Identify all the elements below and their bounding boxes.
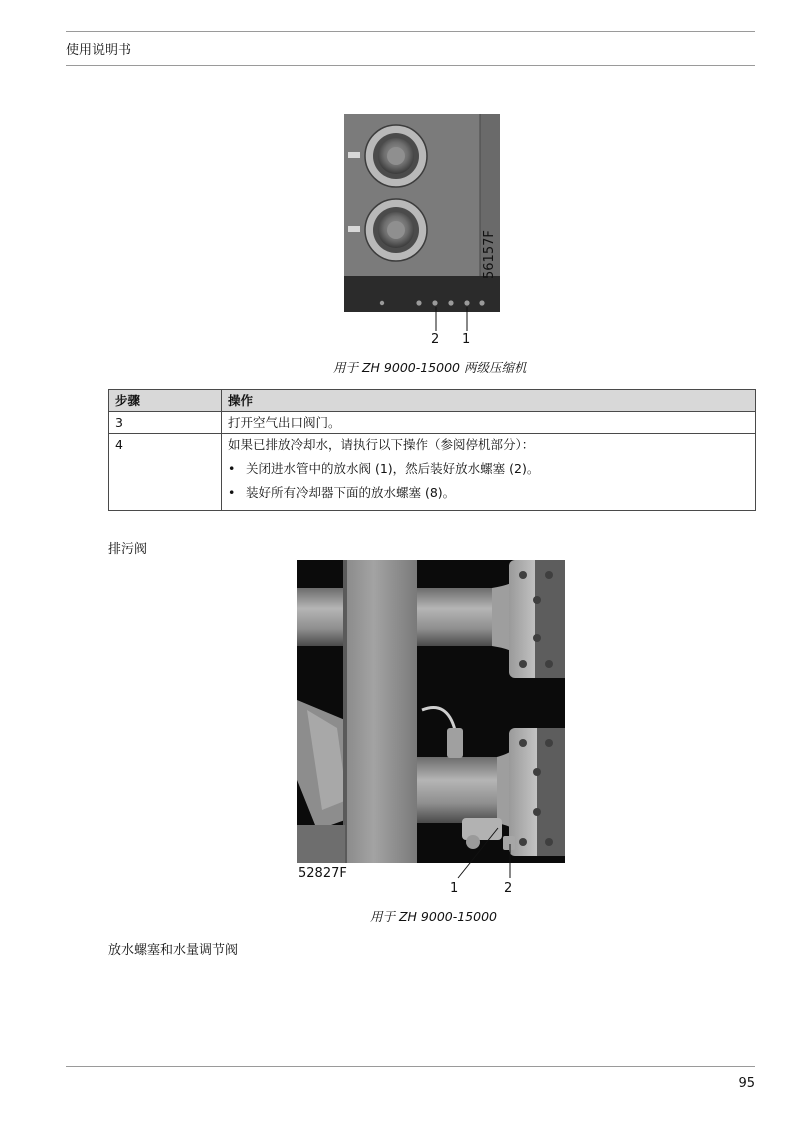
bullet-item: • 装好所有冷却器下面的放水螺塞 (8)。: [228, 484, 749, 501]
section-heading-drain-plug: 放水螺塞和水量调节阀: [108, 943, 239, 958]
document-title: 使用说明书: [66, 43, 132, 58]
figure2-callout-2: 2: [504, 881, 513, 896]
figure1-code: 56157F: [482, 230, 497, 279]
bullet-item: • 关闭进水管中的放水阀 (1)，然后装好放水螺塞 (2)。: [228, 460, 749, 477]
compressor-panel-photo: [344, 114, 500, 312]
sensor: [447, 728, 463, 758]
lower-gauge: [365, 199, 427, 261]
table-row: [109, 412, 756, 434]
figure2-caption: 用于 ZH 9000-15000: [370, 909, 497, 924]
table-header-row: [109, 390, 756, 412]
step-number: 4: [109, 434, 222, 511]
vertical-support-post: [345, 560, 417, 863]
step-action: 如果已排放冷却水，请执行以下操作（参阅停机部分）：: [228, 437, 535, 452]
step-action-cell: [222, 434, 756, 511]
figure2-code: 52827F: [298, 866, 347, 881]
page-number: 95: [738, 1076, 755, 1091]
step-number: 3: [109, 412, 222, 434]
section-heading-drain-valve: 排污阀: [108, 542, 148, 557]
header-top-rule: [66, 31, 755, 32]
footer-rule: [66, 1066, 755, 1067]
drain-valve-photo: [297, 560, 565, 863]
figure1-callout-2: 2: [431, 332, 440, 347]
header-bottom-rule: [66, 65, 755, 66]
upper-gauge: [365, 125, 427, 187]
figure1-leader-lines: [428, 307, 478, 333]
header-action: 操作: [222, 390, 756, 412]
figure2-leader-lines: [440, 826, 530, 888]
table-row: [109, 434, 756, 511]
steps-table: [108, 389, 756, 511]
figure2-callout-1: 1: [450, 881, 459, 896]
figure1-caption: 用于 ZH 9000-15000 两级压缩机: [333, 360, 527, 375]
header-step: 步骤: [109, 390, 222, 412]
step-action: 打开空气出口阀门。: [222, 412, 756, 434]
figure1-callout-1: 1: [462, 332, 471, 347]
